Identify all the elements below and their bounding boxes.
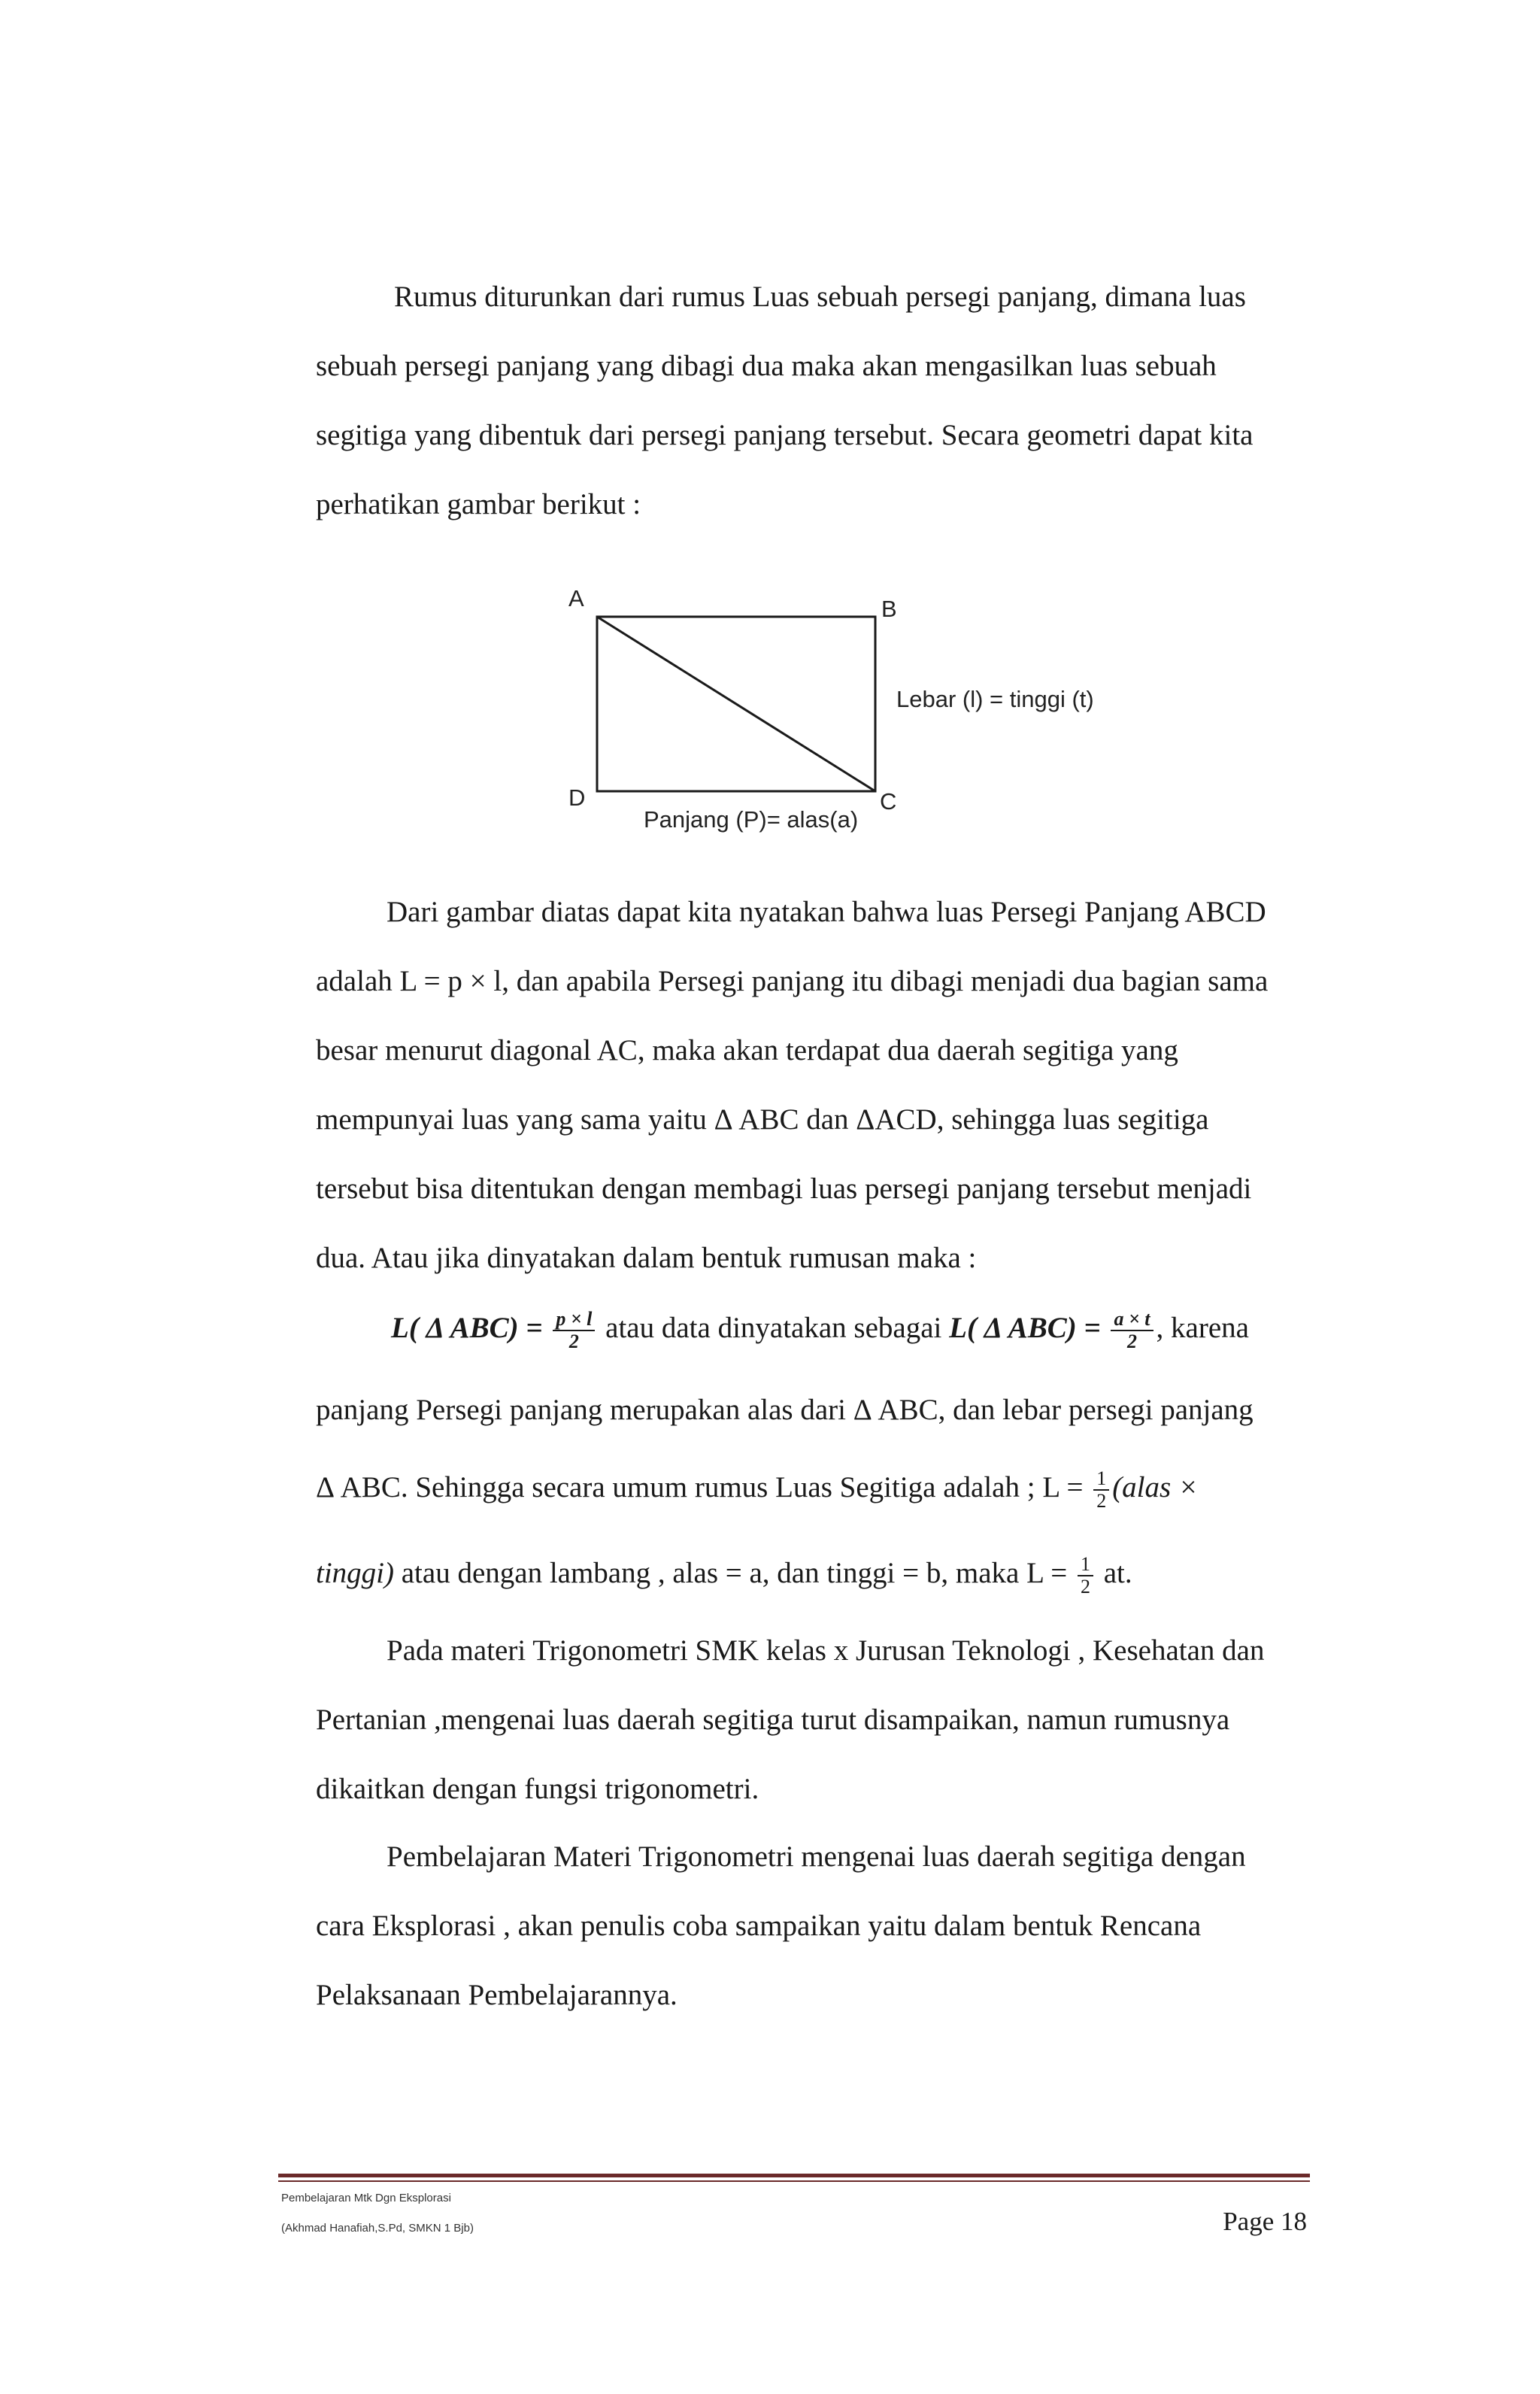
fraction-one-half (1093, 1468, 1109, 1512)
text-line: Pertanian ,mengenai luas daerah segitiga turut disampaikan, namun rumusnya (316, 1704, 1230, 1736)
text-line: Pada materi Trigonometri SMK kelas x Jurusan Teknologi , Kesehatan dan (387, 1634, 1265, 1667)
text-line: besar menurut diagonal AC, maka akan terdapat dua daerah segitiga yang (316, 1034, 1178, 1067)
width-label: Lebar (l) = tinggi (t) (896, 686, 1094, 712)
text-line: perhatikan gambar berikut : (316, 488, 641, 520)
fraction-one-half (1078, 1554, 1093, 1598)
text-line: panjang Persegi panjang merupakan alas dari Δ ABC, dan lebar persegi panjang (316, 1394, 1254, 1426)
vertex-label-c: C (880, 788, 897, 815)
text-line: Pelaksanaan Pembelajarannya. (316, 1979, 678, 2011)
formula-tail-text: , karena (1156, 1311, 1249, 1344)
text-line-formula (316, 1554, 1132, 1598)
diagonal-ac (597, 617, 875, 791)
fraction-denominator: 2 (1096, 1490, 1107, 1512)
text-line: Rumus diturunkan dari rumus Luas sebuah persegi panjang, dimana luas (394, 281, 1246, 313)
fraction-numerator: a × t (1111, 1309, 1153, 1331)
text-line: sebuah persegi panjang yang dibagi dua maka akan mengasilkan luas sebuah (316, 350, 1217, 382)
footer-author: (Akhmad Hanafiah,S.Pd, SMKN 1 Bjb) (281, 2222, 474, 2235)
text-line: Pembelajaran Materi Trigonometri mengenai luas daerah segitiga dengan (387, 1840, 1246, 1873)
text-line: tersebut bisa ditentukan dengan membagi luas persegi panjang tersebut menjadi (316, 1173, 1252, 1205)
vertex-label-a: A (568, 585, 584, 611)
fraction-numerator: 1 (1078, 1554, 1093, 1576)
footer-title: Pembelajaran Mtk Dgn Eksplorasi (281, 2192, 451, 2204)
text-line: dua. Atau jika dinyatakan dalam bentuk rumusan maka : (316, 1242, 977, 1274)
text-line: cara Eksplorasi , akan penulis coba sampaikan yaitu dalam bentuk Rencana (316, 1910, 1202, 1942)
fraction-denominator: 2 (1127, 1331, 1137, 1352)
text-segment: at. (1096, 1556, 1132, 1589)
footer-divider-thin (278, 2180, 1310, 2182)
length-label: Panjang (P)= alas(a) (644, 806, 859, 833)
text-segment: atau dengan lambang , alas = a, dan tinggi = b, maka L = (394, 1556, 1075, 1589)
text-line: Dari gambar diatas dapat kita nyatakan bahwa luas Persegi Panjang ABCD (387, 896, 1266, 928)
footer-divider (278, 2174, 1310, 2177)
fraction-a-t-over-2 (1111, 1309, 1153, 1352)
fraction-p-l-over-2 (553, 1309, 595, 1352)
formula-middle-text: atau data dinyatakan sebagai (605, 1311, 942, 1344)
fraction-denominator: 2 (1080, 1576, 1090, 1598)
fraction-numerator: p × l (553, 1309, 595, 1331)
text-line: mempunyai luas yang sama yaitu Δ ABC dan ΔACD, sehingga luas segitiga (316, 1103, 1209, 1136)
math-segment: tinggi) (316, 1556, 394, 1589)
vertex-label-d: D (568, 784, 586, 811)
vertex-label-b: B (881, 596, 897, 622)
fraction-numerator: 1 (1093, 1468, 1109, 1491)
fraction-denominator: 2 (568, 1331, 579, 1352)
page-number: Page 18 (1223, 2207, 1307, 2236)
formula-line (391, 1309, 1249, 1352)
math-segment: (alas × (1112, 1470, 1199, 1503)
text-line-formula (316, 1468, 1198, 1512)
text-segment: Δ ABC. Sehingga secara umum rumus Luas Segitiga adalah ; L = (316, 1470, 1084, 1503)
rectangle-diagram (587, 602, 887, 805)
text-line: adalah L = p × l, dan apabila Persegi panjang itu dibagi menjadi dua bagian sama (316, 965, 1269, 997)
formula-lhs-2: L( Δ ABC) = (949, 1311, 1101, 1344)
text-line: segitiga yang dibentuk dari persegi panjang tersebut. Secara geometri dapat kita (316, 419, 1254, 451)
formula-lhs-1: L( Δ ABC) = (391, 1311, 543, 1344)
text-line: dikaitkan dengan fungsi trigonometri. (316, 1773, 759, 1805)
